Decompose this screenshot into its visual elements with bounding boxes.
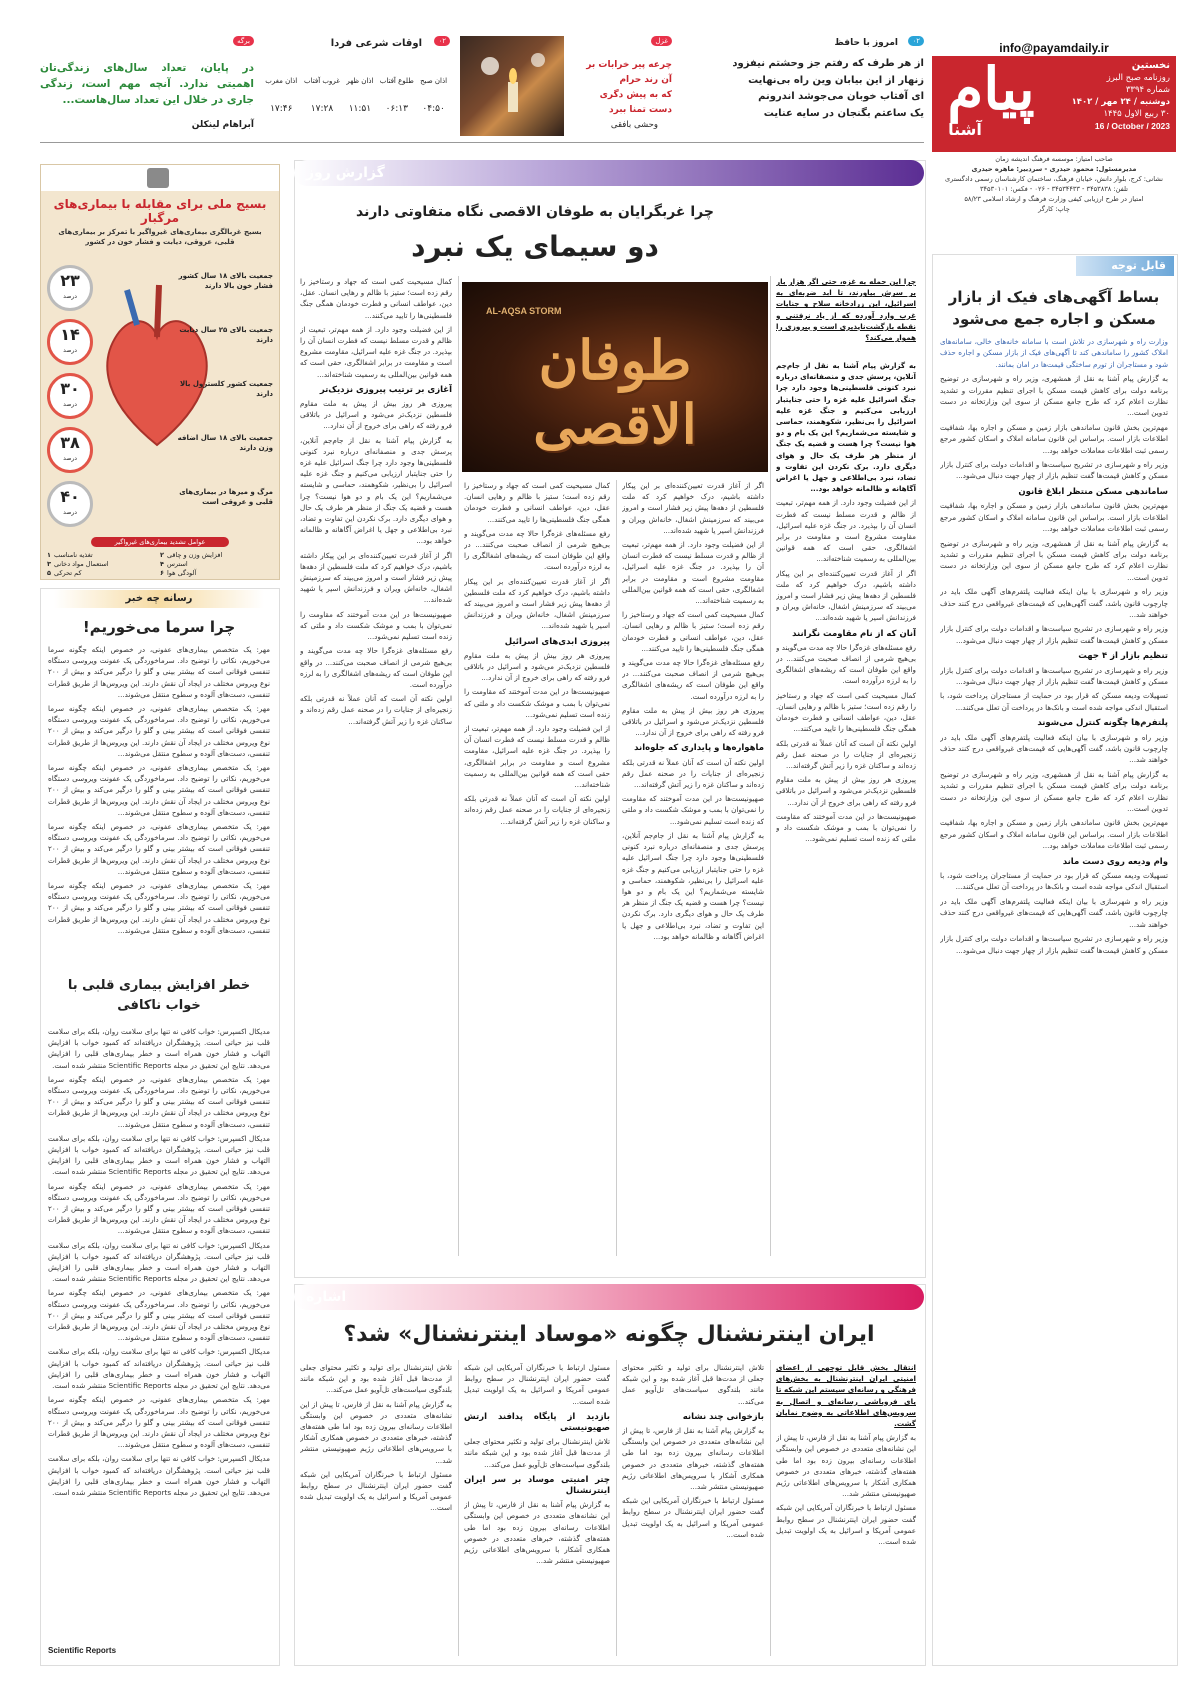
quote-author: آبراهام لینکلن (191, 120, 254, 130)
eshareh-section-title: اشاره (306, 1289, 347, 1305)
gozaresh-text: صهیونیست‌ها در این مدت آموختند که مقاومت را نمی‌توان با بمب و موشک شکست داد و ملتی که زنده است تسلیم نمی‌شود... (622, 794, 764, 826)
risk-number: ۴ (160, 560, 164, 568)
hafez-line: یک ساعتم بگنجان در سایه عنایت (763, 107, 924, 119)
stat-circle (47, 427, 93, 473)
infographic-subtitle: بسیج غربالگری بیماری‌های غیرواگیر با تمرکز بر بیماری‌های قلبی، عروقی، دیابت و فشار خون در کشور (58, 228, 262, 246)
news-text: مهر: یک متخصص بیماری‌های عفونی، در خصوص اینکه چگونه سرما می‌خوریم، نکاتی را توضیح داد. سرماخوردگی یک عفونت ویروسی دستگاه تنفسی فوقانی است که بیشتر بینی و گلو را درگیر می‌کند و بیش از ۲۰۰ نوع ویروس مختلف در ایجاد آن نقش دارند. این ویروس‌ها از طریق قطرات تنفسی، دست‌های آلوده و سطوح منتقل می‌شوند... (48, 881, 270, 935)
right-text: وزیر راه و شهرسازی در تشریح سیاست‌ها و اقدامات دولت برای کنترل بازار مسکن و کاهش قیمت‌ها گفت تنظیم بازار از چهار جهت دنبال می‌شود... (940, 665, 1168, 686)
credit-line: تلفن: ۳۴۵۳۸۳۸ - ۳۴۵۳۴۴۳۳ - ۰۲۶ - فکس: ۳۴۵۳۰۱۰۱ (979, 185, 1129, 193)
news-text: مهر: یک متخصص بیماری‌های عفونی، در خصوص اینکه چگونه سرما می‌خوریم، نکاتی را توضیح داد. سرماخوردگی یک عفونت ویروسی دستگاه تنفسی فوقانی است که بیشتر بینی و گلو را درگیر می‌کند و بیش از ۲۰۰ نوع ویروس مختلف در ایجاد آن نقش دارند. این ویروس‌ها از طریق قطرات تنفسی، دست‌های آلوده و سطوح منتقل می‌شوند... (48, 822, 270, 876)
gozaresh-text: اولین نکته آن است که آنان عملاً نه قدرتی بلکه زنجیره‌ای از جنایات را در صحنه عمل رقم زده‌اند و ساکنان غزه را زیر آتش گرفته‌اند... (622, 757, 764, 790)
gozaresh-text: رفع مسئله‌های غزه‌گرا حالا چه مدت می‌گویند و بی‌هیچ شرمی از انصاف صحبت می‌کنند... در واقع این طوفان است که ریشه‌های اشغالگری را به لرزه درآورده است. (464, 528, 610, 572)
gozaresh-text: صهیونیست‌ها در این مدت آموختند که مقاومت را نمی‌توان با بمب و موشک شکست داد و ملتی که زنده است تسلیم نمی‌شود... (464, 687, 610, 719)
gozaresh-text: به گزارش پیام آشنا به نقل از جام‌جم آنلاین، پرسش جدی و منصفانه‌ای درباره نبرد کنونی فلسطینی‌ها وجود دارد چرا جنگ اسرائیل علیه غزه را حتی جنایتبار ارزیابی می‌کنیم و جنگ غزه علیه اسرائیل را بی‌نظیر، شکوهمند، حماسی و شایسته می‌شماریم؟ این یک بام و دو هوا نیست؟ چرا هست و قضیه یک جنگ از منظر هر طرف یک حال و هوای دیگری دارد. برک نکردن این تفاوت و تضاد، نبرد بی‌اطلاعی و جهل یا اغراض آگاهانه و ظالمانه خواهد بود... (300, 435, 452, 546)
image-arabic-text: طوفان الاقصی (533, 328, 697, 456)
poem-box (458, 36, 672, 136)
news-text: مدیکال اکسپرس: خواب کافی نه تنها برای سلامت روان، بلکه برای سلامت قلب نیز حیاتی است. پژوهشگران دریافته‌اند که کمبود خواب با افزایش التهاب و فشار خون همراه است و خطر بیماری‌های قلبی را افزایش می‌دهد. نتایج این تحقیق در مجله Scientific Reports منتشر شده است. (48, 1240, 270, 1284)
gozaresh-text: اولین نکته آن است که آنان عملاً نه قدرتی بلکه زنجیره‌ای از جنایات را در صحنه عمل رقم زده‌اند و ساکنان غزه را زیر آتش گرفته‌اند... (300, 694, 452, 726)
right-text: وزیر راه و شهرسازی در تشریح سیاست‌ها و اقدامات دولت برای کنترل بازار مسکن و کاهش قیمت‌ها گفت تنظیم بازار از چهار جهت دنبال می‌شود... (940, 934, 1168, 955)
hafez-line: ای آفتاب خوبان می‌جوشد اندرونم (758, 91, 924, 102)
right-body (940, 336, 1168, 1656)
times-header: غروب آفتاب (304, 77, 340, 85)
infographic-title: بسیج ملی برای مقابله با بیماری‌های مرگبار (53, 197, 267, 225)
right-text: تسهیلات ودیعه مسکن که قرار بود در حمایت از مستاجران پرداخت شود، با استقبال اندکی مواجه شده است و بانک‌ها در پرداخت آن تعلل می‌کنند... (940, 871, 1168, 892)
image-english-text: AL-AQSA STORM (486, 306, 562, 316)
stat-value: ۲۳ (60, 271, 80, 290)
candle-icon (460, 36, 564, 136)
gozaresh-subhead: آغازی بر ترتیب پیروزی نزدیک‌تر (319, 384, 452, 395)
eshareh-text: تلاش اینترنشنال برای تولید و تکثیر محتوای جعلی از مدت‌ها قبل آغاز شده بود و این شبکه مانند بلندگوی سیاست‌های تل‌آویو عمل می‌کند... (622, 1363, 764, 1406)
column-rule (616, 480, 617, 1256)
gozaresh-text: به گزارش پیام آشنا به نقل از جام‌جم آنلاین، پرسش جدی و منصفانه‌ای درباره نبرد کنونی فلسطینی‌ها وجود دارد چرا جنگ اسرائیل علیه غزه را حتی جنایتبار ارزیابی می‌کنیم و جنگ غزه علیه اسرائیل را بی‌نظیر، شکوهمند، حماسی و شایسته می‌شماریم؟ این یک بام و دو هوا نیست؟ چرا هست و قضیه یک جنگ از منظر هر طرف یک حال و هوای دیگری دارد. برک نکردن این تفاوت و تضاد، نبرد بی‌اطلاعی و جهل یا اغراض آگاهانه و ظالمانه خواهد بود... (776, 361, 916, 494)
gozaresh-text: اگر از آغاز قدرت تعیین‌کننده‌ای بر این پیکار داشته باشیم، درک خواهیم کرد که ملت فلسطین از دهه‌ها پیش زیر فشار است و امروز می‌بیند که سرزمینش اشغال، خانه‌اش ویران و فرزندانش اسیر یا شهید شده‌اند... (300, 550, 452, 605)
column-rule (616, 1360, 617, 1656)
date-persian: دوشنبه / ۲۴ مهر / ۱۴۰۲ (1071, 97, 1170, 107)
risk-item (160, 560, 273, 569)
gozaresh-text: از این فضیلت وجود دارد. از همه مهم‌تر، تبعیت از ظالم و قدرت مسلط نیست که فطرت انسان آن را بپذیرد. در جنگ غزه علیه اسرائیل، مقاومت مشروع است و مقاومت در برابر اشغالگری، حقی است که همه قوانین بین‌المللی به رسمیت شناخته‌اند... (622, 540, 764, 606)
poem-author: وحشی بافقی (610, 120, 658, 130)
column-rule (770, 276, 771, 1256)
gozaresh-text: رفع مسئله‌های غزه‌گرا حالا چه مدت می‌گویند و بی‌هیچ شرمی از انصاف صحبت می‌کنند... در واقع این طوفان است که ریشه‌های اشغالگری را به لرزه درآورده است. (776, 642, 916, 686)
eshareh-column-3 (464, 1362, 610, 1656)
credit-line: نشانی: کرج، بلوار دانش، خیابان فرهنگ، ساختمان کارشناسان رسمی دادگستری (945, 175, 1163, 183)
risk-item (47, 569, 160, 578)
gozaresh-lead-text: چرا این حمله به غزه، حتی اگر هزار بار بر سرش بیاورند، تا ابد ضربه‌ای به اسرائیل، این زرادخانه سلاح و جنایات غرب وارد آورده که از یاد نرفتنی و نقطه بازگشت‌ناپذیری است و پیروزی را هموار می‌کند؟ (776, 277, 916, 343)
right-text: به گزارش پیام آشنا به نقل از همشهری، وزیر راه و شهرسازی در توضیح برنامه دولت برای کاهش قیمت مسکن با اجرای تنظیم مقررات و تشدید نظارت اعلام کرد که طرح جامع مسکن از سوی این وزارتخانه در دست تدوین است... (940, 769, 1168, 814)
issue-number: شماره ۳۳۹۴ (1125, 85, 1170, 95)
news-text: مدیکال اکسپرس: خواب کافی نه تنها برای سلامت روان، بلکه برای سلامت قلب نیز حیاتی است. پژوهشگران دریافته‌اند که کمبود خواب با افزایش التهاب و فشار خون همراه است و خطر بیماری‌های قلبی را افزایش می‌دهد. نتایج این تحقیق در مجله Scientific Reports منتشر شده است. (48, 1454, 270, 1497)
gozaresh-lead (776, 276, 916, 356)
stat-unit: درصد (63, 347, 77, 354)
right-headline: بساط آگهی‌های فیک از بازار مسکن و اجاره جمع می‌شود (948, 288, 1160, 328)
eshareh-subhead: بازدید از پایگاه پدافند ارتش صهیونیستی (464, 1411, 610, 1434)
masthead-email[interactable]: info@payamdaily.ir (932, 40, 1176, 56)
poem-line: چرعه پیر خرابات بر آن رند حرام (586, 60, 672, 85)
gozaresh-text: کمال مسیحیت کمی است که جهاد و رستاخیز را رقم زده است؛ ستیز با ظالم و رهایی انسان. عقل، دین، عواطف انسانی و فطرت خودمان همگی جنگ فلسطینی‌ها را تایید می‌کنند... (464, 481, 610, 524)
risk-number: ۱ (47, 551, 51, 559)
stat-row (47, 477, 273, 531)
eshareh-text: مسئول ارتباط با خبرنگاران آمریکایی این شبکه گفت حضور ایران اینترنشنال در سطح روابط عمومی آمریکا و اسرائیل به یک اولویت تبدیل شده است... (300, 1469, 452, 1513)
stat-circle (47, 319, 93, 365)
right-text: وزیر راه و شهرسازی با بیان اینکه فعالیت پلتفرم‌های آگهی ملک باید در چارچوب قانون باشد، گفت آگهی‌هایی که قیمت‌های غیرواقعی درج کنند حذف خواهند شد... (940, 896, 1168, 929)
credit-line: صاحب امتیاز: موسسه فرهنگ اندیشه زمان (995, 155, 1113, 163)
eshareh-subhead: چتر امنیتی موساد بر سر ایران اینترنشنال (464, 1474, 610, 1497)
hafez-label: امروز با حافظ (834, 38, 898, 48)
date-hijri: ۳۰ ربیع الاول ۱۴۴۵ (1103, 109, 1170, 119)
risk-number: ۵ (47, 569, 51, 577)
news-text: مدیکال اکسپرس: خواب کافی نه تنها برای سلامت روان، بلکه برای سلامت قلب نیز حیاتی است. پژوهشگران دریافته‌اند که کمبود خواب با افزایش التهاب و فشار خون همراه است و خطر بیماری‌های قلبی را افزایش می‌دهد. نتایج این تحقیق در مجله Scientific Reports منتشر شده است. (48, 1347, 270, 1391)
hafez-box (680, 36, 924, 136)
stat-row (47, 315, 273, 369)
times-table (262, 76, 450, 115)
gozaresh-headline: دو سیمای یک نبرد (411, 230, 659, 263)
news-text: مهر: یک متخصص بیماری‌های عفونی، در خصوص اینکه چگونه سرما می‌خوریم، نکاتی را توضیح داد. سرماخوردگی یک عفونت ویروسی دستگاه تنفسی فوقانی است که بیشتر بینی و گلو را درگیر می‌کند و بیش از ۲۰۰ نوع ویروس مختلف در ایجاد آن نقش دارند. این ویروس‌ها از طریق قطرات تنفسی، دست‌های آلوده و سطوح منتقل می‌شوند... (48, 1395, 270, 1450)
eshareh-column-4 (300, 1362, 452, 1656)
column-rule (770, 1360, 771, 1656)
gozaresh-text: کمال مسیحیت کمی است که جهاد و رستاخیز را رقم زده است؛ ستیز با ظالم و رهایی انسان. عقل، دین، عواطف انسانی و فطرت خودمان همگی جنگ فلسطینی‌ها را تایید می‌کنند... (622, 610, 764, 653)
news-text: مهر: یک متخصص بیماری‌های عفونی، در خصوص اینکه چگونه سرما می‌خوریم، نکاتی را توضیح داد. سرماخوردگی یک عفونت ویروسی دستگاه تنفسی فوقانی است که بیشتر بینی و گلو را درگیر می‌کند و بیش از ۲۰۰ نوع ویروس مختلف در ایجاد آن نقش دارند. این ویروس‌ها از طریق قطرات تنفسی، دست‌های آلوده و سطوح منتقل می‌شوند... (48, 1288, 270, 1343)
poem-badge-icon: غزل (651, 36, 672, 46)
right-text: به گزارش پیام آشنا به نقل از همشهری، وزیر راه و شهرسازی در توضیح برنامه دولت برای کاهش قیمت مسکن با اجرای تنظیم مقررات و تشدید نظارت اعلام کرد که طرح جامع مسکن از سوی این وزارتخانه در دست تدوین است... (940, 374, 1168, 418)
gozaresh-column-1 (776, 360, 916, 1260)
gozaresh-text: رفع مسئله‌های غزه‌گرا حالا چه مدت می‌گویند و بی‌هیچ شرمی از انصاف صحبت می‌کنند... در واقع این طوفان است که ریشه‌های اشغالگری را به لرزه درآورده است. (300, 646, 452, 689)
ministry-logo-icon (147, 168, 169, 188)
right-text: مهم‌ترین بخش قانون ساماندهی بازار زمین و مسکن و اجاره بها، شفافیت اطلاعات بازار است. براساس این قانون سامانه املاک و اسکان کشور مرجع رسمی ثبت اطلاعات معاملات خواهد بود... (940, 422, 1168, 455)
masthead (932, 40, 1176, 152)
risk-item (160, 551, 273, 560)
eshareh-subhead: بازخوانی چند نشانه (682, 1411, 764, 1422)
date-gregorian: 16 / October / 2023 (1094, 121, 1170, 131)
stat-value: ۳۰ (60, 379, 80, 398)
stat-note: جمعیت کشور کلسترول بالا دارند (179, 380, 273, 398)
stat-row (47, 261, 273, 315)
news-text: مهر: یک متخصص بیماری‌های عفونی، در خصوص اینکه چگونه سرما می‌خوریم، نکاتی را توضیح داد. سرماخوردگی یک عفونت ویروسی دستگاه تنفسی فوقانی است که بیشتر بینی و گلو را درگیر می‌کند و بیش از ۲۰۰ نوع ویروس مختلف در ایجاد آن نقش دارند. این ویروس‌ها از طریق قطرات تنفسی، دست‌های آلوده و سطوح منتقل می‌شوند... (48, 763, 270, 817)
right-text: به گزارش پیام آشنا به نقل از همشهری، وزیر راه و شهرسازی در توضیح برنامه دولت برای کاهش قیمت مسکن با اجرای تنظیم مقررات و تشدید نظارت اعلام کرد که طرح جامع مسکن از سوی این وزارتخانه در دست تدوین است... (940, 538, 1168, 582)
gozaresh-subhead: پیروزی ابدی‌های اسرائیل (504, 636, 610, 647)
gozaresh-text: از این فضیلت وجود دارد. از همه مهم‌تر، تبعیت از ظالم و قدرت مسلط نیست که فطرت انسان آن را بپذیرد. در جنگ غزه علیه اسرائیل، مقاومت مشروع است و مقاومت در برابر اشغالگری، حقی است که همه قوانین بین‌المللی به رسمیت شناخته‌اند... (776, 498, 916, 564)
times-header: اذان صبح (420, 77, 448, 85)
gozaresh-text: پیروزی هر روز بیش از پیش به ملت مقاوم فلسطین نزدیک‌تر می‌شود و اسرائیل در باتلاقی فرو رفته که راهی برای خروج از آن ندارد... (300, 399, 452, 431)
gozaresh-text: اگر از آغاز قدرت تعیین‌کننده‌ای بر این پیکار داشته باشیم، درک خواهیم کرد که ملت فلسطین از دهه‌ها پیش زیر فشار است و امروز می‌بیند که سرزمینش اشغال، خانه‌اش ویران و فرزندانش اسیر یا شهید شده‌اند... (622, 481, 764, 535)
gozaresh-text: از این فضیلت وجود دارد. از همه مهم‌تر، تبعیت از ظالم و قدرت مسلط نیست که فطرت انسان آن را بپذیرد. در جنگ غزه علیه اسرائیل، مقاومت مشروع است و مقاومت در برابر اشغالگری، حقی است که همه قوانین بین‌المللی به رسمیت شناخته‌اند... (300, 324, 452, 379)
risk-item (47, 560, 160, 569)
eshareh-column-1 (776, 1362, 916, 1656)
stat-unit: درصد (63, 401, 77, 408)
news-text: مهر: یک متخصص بیماری‌های عفونی، در خصوص اینکه چگونه سرما می‌خوریم، نکاتی را توضیح داد. سرماخوردگی یک عفونت ویروسی دستگاه تنفسی فوقانی است که بیشتر بینی و گلو را درگیر می‌کند و بیش از ۲۰۰ نوع ویروس مختلف در ایجاد آن نقش دارند. این ویروس‌ها از طریق قطرات تنفسی، دست‌های آلوده و سطوح منتقل می‌شوند... (48, 704, 270, 758)
eshareh-headline: ایران اینترنشنال چگونه «موساد اینترنشنال» شد؟ (343, 1322, 875, 1347)
gozaresh-text: کمال مسیحیت کمی است که جهاد و رستاخیز را رقم زده است؛ ستیز با ظالم و رهایی انسان. عقل، دین، عواطف انسانی و فطرت خودمان همگی جنگ فلسطینی‌ها را تایید می‌کنند... (300, 277, 452, 320)
risk-item (47, 551, 160, 560)
gozaresh-text: اولین نکته آن است که آنان عملاً نه قدرتی بلکه زنجیره‌ای از جنایات را در صحنه عمل رقم زده‌اند و ساکنان غزه را زیر آتش گرفته‌اند... (776, 738, 916, 770)
news-text: مدیکال اکسپرس: خواب کافی نه تنها برای سلامت روان، بلکه برای سلامت قلب نیز حیاتی است. پژوهشگران دریافته‌اند که کمبود خواب با افزایش التهاب و فشار خون همراه است و خطر بیماری‌های قلبی را افزایش می‌دهد. نتایج این تحقیق در مجله Scientific Reports منتشر شده است. (48, 1027, 270, 1070)
health-infographic (40, 164, 280, 580)
news-body-1 (48, 644, 270, 966)
risk-label: کم تحرکی (53, 569, 82, 577)
stat-note: جمعیت بالای ۲۵ سال دیابت دارند (179, 326, 273, 344)
news-text: مهر: یک متخصص بیماری‌های عفونی، در خصوص اینکه چگونه سرما می‌خوریم، نکاتی را توضیح داد. سرماخوردگی یک عفونت ویروسی دستگاه تنفسی فوقانی است که بیشتر بینی و گلو را درگیر می‌کند و بیش از ۲۰۰ نوع ویروس مختلف در ایجاد آن نقش دارند. این ویروس‌ها از طریق قطرات تنفسی، دست‌های آلوده و سطوح منتقل می‌شوند... (48, 1074, 270, 1129)
risk-label: استعمال مواد دخانی (53, 560, 109, 568)
right-subhead: ساماندهی مسکن منتظر ابلاغ قانون (1018, 486, 1168, 497)
risk-label: تغذیه نامناسب (53, 551, 93, 559)
gozaresh-text: کمال مسیحیت کمی است که جهاد و رستاخیز را رقم زده است؛ ستیز با ظالم و رهایی انسان. عقل، دین، عواطف انسانی و فطرت خودمان همگی جنگ فلسطینی‌ها را تایید می‌کنند... (776, 690, 916, 734)
stat-unit: درصد (63, 293, 77, 300)
gozaresh-kicker: چرا غربگرایان به طوفان الاقصی نگاه متفاوتی دارند (356, 204, 714, 220)
gozaresh-column-4 (300, 276, 452, 1260)
stat-circle (47, 373, 93, 419)
eshareh-lead: انتقال بخش قابل توجهی از اعضای امنیتی ایران اینترنشنال به بخش‌های فرهنگی و رسانه‌ای سیستم این شبکه تا پای فروپاشی رسانه‌ای و اتصال به سرویس‌های اطلاعاتی به وضوح نمایان گشت. (776, 1363, 916, 1429)
quote-text: در پایان، تعداد سال‌های زندگی‌تان اهمیتی ندارد. آنچه مهم است، زندگی جاری در خلال این تعداد سال‌هاست... (40, 62, 254, 106)
stat-unit: درصد (63, 509, 77, 516)
times-title: اوقات شرعی فردا (330, 38, 422, 49)
poem-image (460, 36, 564, 136)
news-headline-1: چرا سرما می‌خوریم! (82, 618, 236, 636)
prayer-times (262, 36, 450, 136)
gozaresh-text: اولین نکته آن است که آنان عملاً نه قدرتی بلکه زنجیره‌ای از جنایات را در صحنه عمل رقم زده‌اند و ساکنان غزه را زیر آتش گرفته‌اند... (464, 794, 610, 826)
risk-item (160, 569, 273, 578)
news-column-tag-text: رسانه چه خبر (125, 593, 193, 604)
times-header: اذان ظهر (346, 77, 374, 85)
stat-unit: درصد (63, 455, 77, 462)
gozaresh-text: به گزارش پیام آشنا به نقل از جام‌جم آنلاین، پرسش جدی و منصفانه‌ای درباره نبرد کنونی فلسطینی‌ها وجود دارد چرا جنگ اسرائیل علیه غزه را حتی جنایتبار ارزیابی می‌کنیم و جنگ غزه علیه اسرائیل را بی‌نظیر، شکوهمند، حماسی و شایسته می‌شماریم؟ این یک بام و دو هوا نیست؟ چرا هست و قضیه یک جنگ از منظر هر طرف یک حال و هوای دیگری دارد. برک نکردن این تفاوت و تضاد، نبرد بی‌اطلاعی و جهل یا اغراض آگاهانه و ظالمانه خواهد بود... (622, 830, 764, 941)
risk-title: عوامل تشدید بیماری‌های غیرواگیر (91, 537, 229, 547)
right-text: مهم‌ترین بخش قانون ساماندهی بازار زمین و مسکن و اجاره بها، شفافیت اطلاعات بازار است. براساس این قانون سامانه املاک و اسکان کشور مرجع رسمی ثبت اطلاعات معاملات خواهد بود... (940, 501, 1168, 534)
right-text: مهم‌ترین بخش قانون ساماندهی بازار زمین و مسکن و اجاره بها، شفافیت اطلاعات بازار است. براساس این قانون سامانه املاک و اسکان کشور مرجع رسمی ثبت اطلاعات معاملات خواهد بود... (940, 818, 1168, 851)
gozaresh-column-2 (622, 480, 764, 1260)
gozaresh-text: صهیونیست‌ها در این مدت آموختند که مقاومت را نمی‌توان با بمب و موشک شکست داد و ملتی که زنده است تسلیم نمی‌شود... (776, 811, 916, 844)
stat-note: مرگ و میرها در بیماری‌های قلبی و عروقی است (179, 488, 273, 506)
right-tag (1076, 256, 1174, 276)
hafez-line: از هر طرف که رفتم جز وحشتم نیفزود (732, 58, 924, 69)
credit-line: مدیرمسئول: محمود حیدری - سردبیر: ماهره حیدری (971, 165, 1137, 173)
right-subhead: پلتفرم‌ها چگونه کنترل می‌شوند (1037, 718, 1168, 729)
eshareh-text: به گزارش پیام آشنا به نقل از فارس، تا پیش از این نشانه‌های متعددی در خصوص این وابستگی اطلاعات رسانه‌ای بیرون زده بود اما طی هفته‌های گذشته، خبرهای متعددی در خصوص همکاری آشکار با سرویس‌های اطلاعاتی رژیم صهیونیستی منتشر شد... (776, 1433, 916, 1499)
column-rule (458, 1360, 459, 1656)
risk-number: ۶ (160, 569, 164, 577)
masthead-logo: پیام (947, 55, 1035, 123)
news-text: مهر: یک متخصص بیماری‌های عفونی، در خصوص اینکه چگونه سرما می‌خوریم، نکاتی را توضیح داد. سرماخوردگی یک عفونت ویروسی دستگاه تنفسی فوقانی است که بیشتر بینی و گلو را درگیر می‌کند و بیش از ۲۰۰ نوع ویروس مختلف در ایجاد آن نقش دارند. این ویروس‌ها از طریق قطرات تنفسی، دست‌های آلوده و سطوح منتقل می‌شوند... (48, 645, 270, 699)
top-divider (40, 142, 924, 143)
right-text: وزیر راه و شهرسازی در تشریح سیاست‌ها و اقدامات دولت برای کنترل بازار مسکن و کاهش قیمت‌ها گفت تنظیم بازار از چهار جهت دنبال می‌شود... (940, 460, 1168, 481)
gozaresh-text: اگر از آغاز قدرت تعیین‌کننده‌ای بر این پیکار داشته باشیم، درک خواهیم کرد که ملت فلسطین از دهه‌ها پیش زیر فشار است و امروز می‌بیند که سرزمینش اشغال، خانه‌اش ویران و فرزندانش اسیر یا شهید شده‌اند... (776, 568, 916, 623)
stat-note: جمعیت بالای ۱۸ سال کشور فشار خون بالا دارند (178, 272, 273, 290)
masthead-credits (932, 154, 1176, 224)
eshareh-text: مسئول ارتباط با خبرنگاران آمریکایی این شبکه گفت حضور ایران اینترنشنال در سطح روابط عمومی آمریکا و اسرائیل به یک اولویت تبدیل شده است... (464, 1363, 610, 1406)
gozaresh-section-bar (294, 160, 924, 186)
eshareh-text: تلاش اینترنشنال برای تولید و تکثیر محتوای جعلی از مدت‌ها قبل آغاز شده بود و این شبکه مانند بلندگوی سیاست‌های تل‌آویو عمل می‌کند... (464, 1437, 610, 1469)
times-value: ۱۷:۲۸ (310, 104, 334, 114)
news-headline-2: خطر افزایش بیماری قلبی با خواب ناکافی (67, 978, 251, 1013)
times-value: ۰۴:۵۰ (422, 104, 445, 114)
eshareh-text: مسئول ارتباط با خبرنگاران آمریکایی این شبکه گفت حضور ایران اینترنشنال در سطح روابط عمومی آمریکا و اسرائیل به یک اولویت تبدیل شده است... (622, 1496, 764, 1539)
gozaresh-text: پیروزی هر روز بیش از پیش به ملت مقاوم فلسطین نزدیک‌تر می‌شود و اسرائیل در باتلاقی فرو رفته که راهی برای خروج از آن ندارد... (776, 775, 916, 807)
risk-grid (47, 551, 273, 578)
right-lead: وزارت راه و شهرسازی در تلاش است با سامانه خانه‌های خالی، سامانه‌های املاک کشور را ساماندهی کند تا آگهی‌های فیک از بازار مسکن و اجاره حذف شود و مستاجران از تورم ساختگی قیمت‌ها در امان بمانند. (940, 337, 1168, 369)
eshareh-text: تلاش اینترنشنال برای تولید و تکثیر محتوای جعلی از مدت‌ها قبل آغاز شده بود و این شبکه مانند بلندگوی سیاست‌های تل‌آویو عمل می‌کند... (300, 1363, 452, 1395)
news-text: مهر: یک متخصص بیماری‌های عفونی، در خصوص اینکه چگونه سرما می‌خوریم، نکاتی را توضیح داد. سرماخوردگی یک عفونت ویروسی دستگاه تنفسی فوقانی است که بیشتر بینی و گلو را درگیر می‌کند و بیش از ۲۰۰ نوع ویروس مختلف در ایجاد آن نقش دارند. این ویروس‌ها از طریق قطرات تنفسی، دست‌های آلوده و سطوح منتقل می‌شوند... (48, 1181, 270, 1236)
stat-value: ۳۸ (60, 433, 80, 452)
masthead-logo-sub: آشنا (948, 120, 982, 139)
hafez-badge-icon: ۰۲ (908, 36, 924, 46)
eshareh-column-2 (622, 1362, 764, 1656)
column-rule (458, 276, 459, 1256)
times-header: اذان مغرب (265, 77, 298, 85)
stat-row (47, 369, 273, 423)
province-label: روزنامه صبح البرز (1106, 73, 1170, 83)
poem-line: که به پیش دگری دست تمنا ببرد (599, 90, 672, 115)
times-badge-icon: ۰۲ (434, 36, 450, 46)
infographic-header (41, 165, 279, 191)
gozaresh-text: از این فضیلت وجود دارد. از همه مهم‌تر، تبعیت از ظالم و قدرت مسلط نیست که فطرت انسان آن را بپذیرد. در جنگ غزه علیه اسرائیل، مقاومت مشروع است و مقاومت در برابر اشغالگری، حقی است که همه قوانین بین‌المللی به رسمیت شناخته‌اند... (464, 724, 610, 790)
hafez-line: زنهار از این بیابان وین راه بی‌نهایت (748, 74, 924, 86)
right-text: وزیر راه و شهرسازی در تشریح سیاست‌ها و اقدامات دولت برای کنترل بازار مسکن و کاهش قیمت‌ها گفت تنظیم بازار از چهار جهت دنبال می‌شود... (940, 624, 1168, 645)
right-text: وزیر راه و شهرسازی با بیان اینکه فعالیت پلتفرم‌های آگهی ملک باید در چارچوب قانون باشد، گفت آگهی‌هایی که قیمت‌های غیرواقعی درج کنند حذف خواهند شد... (940, 732, 1168, 765)
gozaresh-text: صهیونیست‌ها در این مدت آموختند که مقاومت را نمی‌توان با بمب و موشک شکست داد و ملتی که زنده است تسلیم نمی‌شود... (300, 609, 452, 642)
credit-line: امتیاز در طرح ارزیابی کیفی وزارت فرهنگ و ارشاد اسلامی ۵۸/۲۳ (964, 195, 1144, 203)
risk-label: استرس (166, 560, 188, 568)
stat-value: ۴۰ (60, 487, 80, 506)
news-column-tag (54, 590, 264, 608)
times-value: ۱۱:۵۱ (348, 104, 372, 114)
gozaresh-text: رفع مسئله‌های غزه‌گرا حالا چه مدت می‌گویند و بی‌هیچ شرمی از انصاف صحبت می‌کنند... در واقع این طوفان است که ریشه‌های اشغالگری را به لرزه درآورده است. (622, 658, 764, 701)
stat-list (47, 261, 273, 531)
times-value: ۱۷:۴۶ (270, 104, 293, 114)
gozaresh-subhead: ماهواره‌ها و پایداری که جلوه‌اند (634, 743, 764, 754)
risk-label: آلودگی هوا (166, 569, 197, 577)
gozaresh-text: پیروزی هر روز بیش از پیش به ملت مقاوم فلسطین نزدیک‌تر می‌شود و اسرائیل در باتلاقی فرو رفته که راهی برای خروج از آن ندارد... (622, 705, 764, 738)
times-header: طلوع آفتاب (379, 77, 414, 85)
right-text: تسهیلات ودیعه مسکن که قرار بود در حمایت از مستاجران پرداخت شود، با استقبال اندکی مواجه شده است و بانک‌ها در پرداخت آن تعلل می‌کنند... (940, 691, 1168, 712)
news-body-2 (48, 1026, 270, 1644)
times-value: ۰۶:۱۳ (385, 104, 408, 114)
eshareh-text: مسئول ارتباط با خبرنگاران آمریکایی این شبکه گفت حضور ایران اینترنشنال در سطح روابط عمومی آمریکا و اسرائیل به یک اولویت تبدیل شده است... (776, 1503, 916, 1547)
first-label: نخستین (1131, 60, 1170, 71)
risk-number: ۲ (160, 551, 164, 559)
gozaresh-subhead: آنان که از نام مقاومت نگرانند (792, 628, 916, 639)
right-text: وزیر راه و شهرسازی با بیان اینکه فعالیت پلتفرم‌های آگهی ملک باید در چارچوب قانون باشد، گفت آگهی‌هایی که قیمت‌های غیرواقعی درج کنند حذف خواهند شد... (940, 587, 1168, 619)
right-subhead: تنظیم بازار از ۴ جهت (1078, 651, 1168, 662)
risk-label: افزایش وزن و چاقی (166, 551, 223, 559)
news-footer-en: Scientific Reports (48, 1646, 117, 1655)
right-subhead: وام ودیعه روی دست ماند (1062, 856, 1168, 867)
eshareh-text: به گزارش پیام آشنا به نقل از فارس، تا پیش از این نشانه‌های متعددی در خصوص این وابستگی اطلاعات رسانه‌ای بیرون زده بود اما طی هفته‌های گذشته، خبرهای متعددی در خصوص همکاری آشکار با سرویس‌های اطلاعاتی رژیم صهیونیستی منتشر شد... (300, 1399, 452, 1465)
credit-line: چاپ: کارگر (1038, 205, 1070, 213)
gozaresh-image (462, 282, 768, 472)
stat-value: ۱۴ (60, 325, 80, 344)
eshareh-section-bar (294, 1284, 924, 1310)
eshareh-text: به گزارش پیام آشنا به نقل از فارس، تا پیش از این نشانه‌های متعددی در خصوص این وابستگی اطلاعات رسانه‌ای بیرون زده بود اما طی هفته‌های گذشته، خبرهای متعددی در خصوص همکاری آشکار با سرویس‌های اطلاعاتی رژیم صهیونیستی منتشر شد... (464, 1500, 610, 1566)
gozaresh-text: پیروزی هر روز بیش از پیش به ملت مقاوم فلسطین نزدیک‌تر می‌شود و اسرائیل در باتلاقی فرو رفته که راهی برای خروج از آن ندارد... (464, 650, 610, 683)
gozaresh-text: اگر از آغاز قدرت تعیین‌کننده‌ای بر این پیکار داشته باشیم، درک خواهیم کرد که ملت فلسطین از دهه‌ها پیش زیر فشار است و امروز می‌بیند که سرزمینش اشغال، خانه‌اش ویران و فرزندانش اسیر یا شهید شده‌اند... (464, 576, 610, 631)
gozaresh-section-title: گزارش روز (306, 165, 385, 181)
news-text: مدیکال اکسپرس: خواب کافی نه تنها برای سلامت روان، بلکه برای سلامت قلب نیز حیاتی است. پژوهشگران دریافته‌اند که کمبود خواب با افزایش التهاب و فشار خون همراه است و خطر بیماری‌های قلبی را افزایش می‌دهد. نتایج این تحقیق در مجله Scientific Reports منتشر شده است. (48, 1133, 270, 1177)
stat-row (47, 423, 273, 477)
gozaresh-column-3 (464, 480, 610, 1260)
stat-circle (47, 265, 93, 311)
quote-badge-icon: برگه (233, 36, 254, 46)
stat-circle (47, 481, 93, 527)
right-tag-text: قابل توجه (1111, 259, 1166, 272)
quote-box (40, 36, 254, 136)
eshareh-text: به گزارش پیام آشنا به نقل از فارس، تا پیش از این نشانه‌های متعددی در خصوص این وابستگی اطلاعات رسانه‌ای بیرون زده بود اما طی هفته‌های گذشته، خبرهای متعددی در خصوص همکاری آشکار با سرویس‌های اطلاعاتی رژیم صهیونیستی منتشر شد... (622, 1426, 764, 1492)
stat-note: جمعیت بالای ۱۸ سال اضافه وزن دارند (177, 434, 273, 452)
risk-number: ۳ (47, 560, 51, 568)
